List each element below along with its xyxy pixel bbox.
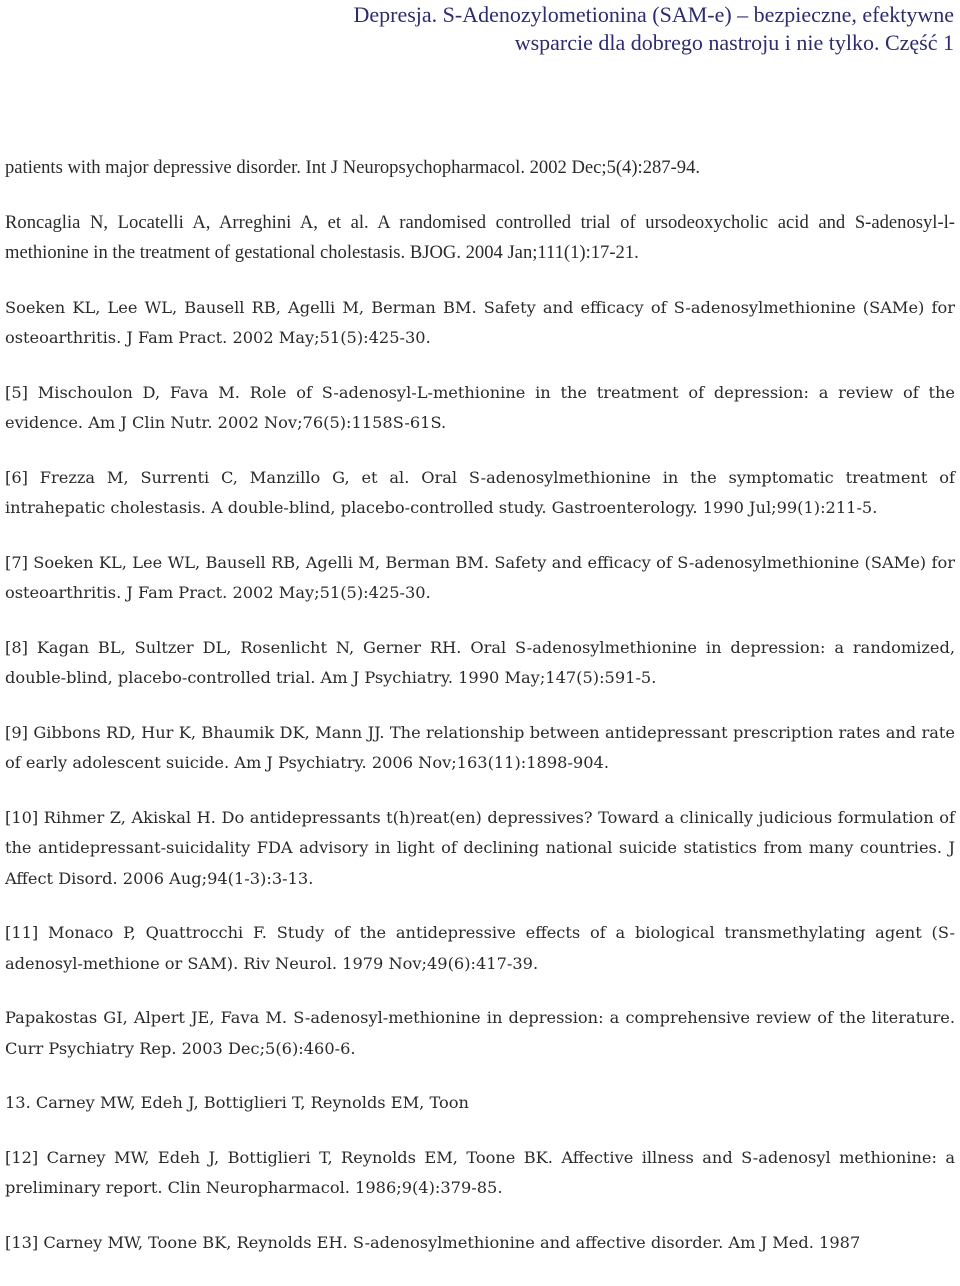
reference-details: Oral S-adenosylmethionine in the symptomatic treatment of intrahepatic cholestasis. A double-blind, placebo-controlled study. Gastroenterology. 1990 Jul;99(1):211-5. xyxy=(5,467,955,517)
reference-list xyxy=(5,153,955,1282)
reference-entry xyxy=(5,803,955,895)
reference-authors: 13. Carney MW, Edeh J, Bottiglieri T, Reynolds EM, Toon xyxy=(5,1093,469,1112)
reference-authors: [7] Soeken KL, Lee WL, Bausell RB, Agelli M, Berman BM. xyxy=(5,552,489,572)
reference-entry xyxy=(5,718,955,779)
reference-details: A randomised controlled trial of ursodeoxycholic acid and S-adenosyl-l-methionine in the treatment of gestational cholestasis. BJOG. 2004 Jan;111(1):17-21. xyxy=(5,211,955,263)
reference-authors: [11] Monaco P, Quattrocchi F. xyxy=(5,923,267,942)
running-header xyxy=(234,1,954,57)
running-header-line-1: Depresja. S-Adenozylometionina (SAM-e) – bezpieczne, efektywne xyxy=(353,2,954,27)
reference-details: patients with major depressive disorder. Int J Neuropsychopharmacol. 2002 Dec;5(4):287-94. xyxy=(5,157,701,178)
reference-details: Safety and efficacy of S-adenosylmethionine (SAMe) for osteoarthritis. J Fam Pract. 2002 May;51(5):425-30. xyxy=(5,297,955,347)
reference-entry xyxy=(5,378,955,439)
reference-details: Role of S-adenosyl-L-methionine in the treatment of depression: a review of the evidence. Am J Clin Nutr. 2002 Nov;76(5):1158S-61S. xyxy=(5,382,955,432)
reference-authors: [12] Carney MW, Edeh J, Bottiglieri T, Reynolds EM, Toone BK. xyxy=(5,1147,553,1167)
reference-authors: [5] Mischoulon D, Fava M. xyxy=(5,382,240,402)
reference-authors: [6] Frezza M, Surrenti C, Manzillo G, et al. xyxy=(5,467,410,487)
reference-entry xyxy=(5,633,955,694)
reference-details: Do antidepressants t(h)reat(en) depressives? Toward a clinically judicious formulation of the antidepressant-suicidality FDA advisory in light of declining national suicide statistics from many countries. J Affect Disord. 2006 Aug;94(1-3):3-13. xyxy=(5,807,956,888)
reference-details: Safety and efficacy of S-adenosylmethionine (SAMe) for osteoarthritis. J Fam Pract. 2002 May;51(5):425-30. xyxy=(5,552,955,602)
running-header-line-2: wsparcie dla dobrego nastroju i nie tylko. Część 1 xyxy=(514,30,954,55)
reference-authors: [9] Gibbons RD, Hur K, Bhaumik DK, Mann JJ. xyxy=(5,722,385,742)
reference-entry xyxy=(5,208,955,269)
reference-entry xyxy=(5,1228,955,1259)
reference-authors: Papakostas GI, Alpert JE, Fava M. xyxy=(5,1008,288,1027)
reference-entry xyxy=(5,153,955,184)
reference-entry xyxy=(5,918,955,979)
reference-entry xyxy=(5,1143,955,1204)
reference-authors: [10] Rihmer Z, Akiskal H. xyxy=(5,807,216,827)
reference-details: S-adenosyl-methionine in depression: a comprehensive review of the literature. Curr Psychiatry Rep. 2003 Dec;5(6):460-6. xyxy=(5,1008,955,1058)
reference-details: Study of the antidepressive effects of a biological transmethylating agent (S-adenosyl-methione or SAM). Riv Neurol. 1979 Nov;49(6):417-39. xyxy=(5,923,955,973)
reference-authors: Roncaglia N, Locatelli A, Arreghini A, et al. xyxy=(5,211,369,233)
reference-details: Oral S-adenosylmethionine in depression: a randomized, double-blind, placebo-controlled trial. Am J Psychiatry. 1990 May;147(5):591-5. xyxy=(5,637,955,687)
reference-entry xyxy=(5,463,955,524)
reference-entry xyxy=(5,293,955,354)
reference-details: S-adenosylmethionine and affective disorder. Am J Med. 1987 xyxy=(347,1232,861,1252)
reference-authors: [8] Kagan BL, Sultzer DL, Rosenlicht N, Gerner RH. xyxy=(5,637,462,657)
reference-authors: Soeken KL, Lee WL, Bausell RB, Agelli M, Berman BM. xyxy=(5,297,477,317)
reference-details: The relationship between antidepressant prescription rates and rate of early adolescent suicide. Am J Psychiatry. 2006 Nov;163(11):1898-904. xyxy=(5,722,955,772)
reference-entry xyxy=(5,1088,955,1119)
reference-entry xyxy=(5,1003,955,1064)
reference-entry xyxy=(5,548,955,609)
reference-details: Affective illness and S-adenosyl methionine: a preliminary report. Clin Neuropharmacol. 1986;9(4):379-85. xyxy=(5,1147,955,1197)
reference-authors: [13] Carney MW, Toone BK, Reynolds EH. xyxy=(5,1232,348,1252)
